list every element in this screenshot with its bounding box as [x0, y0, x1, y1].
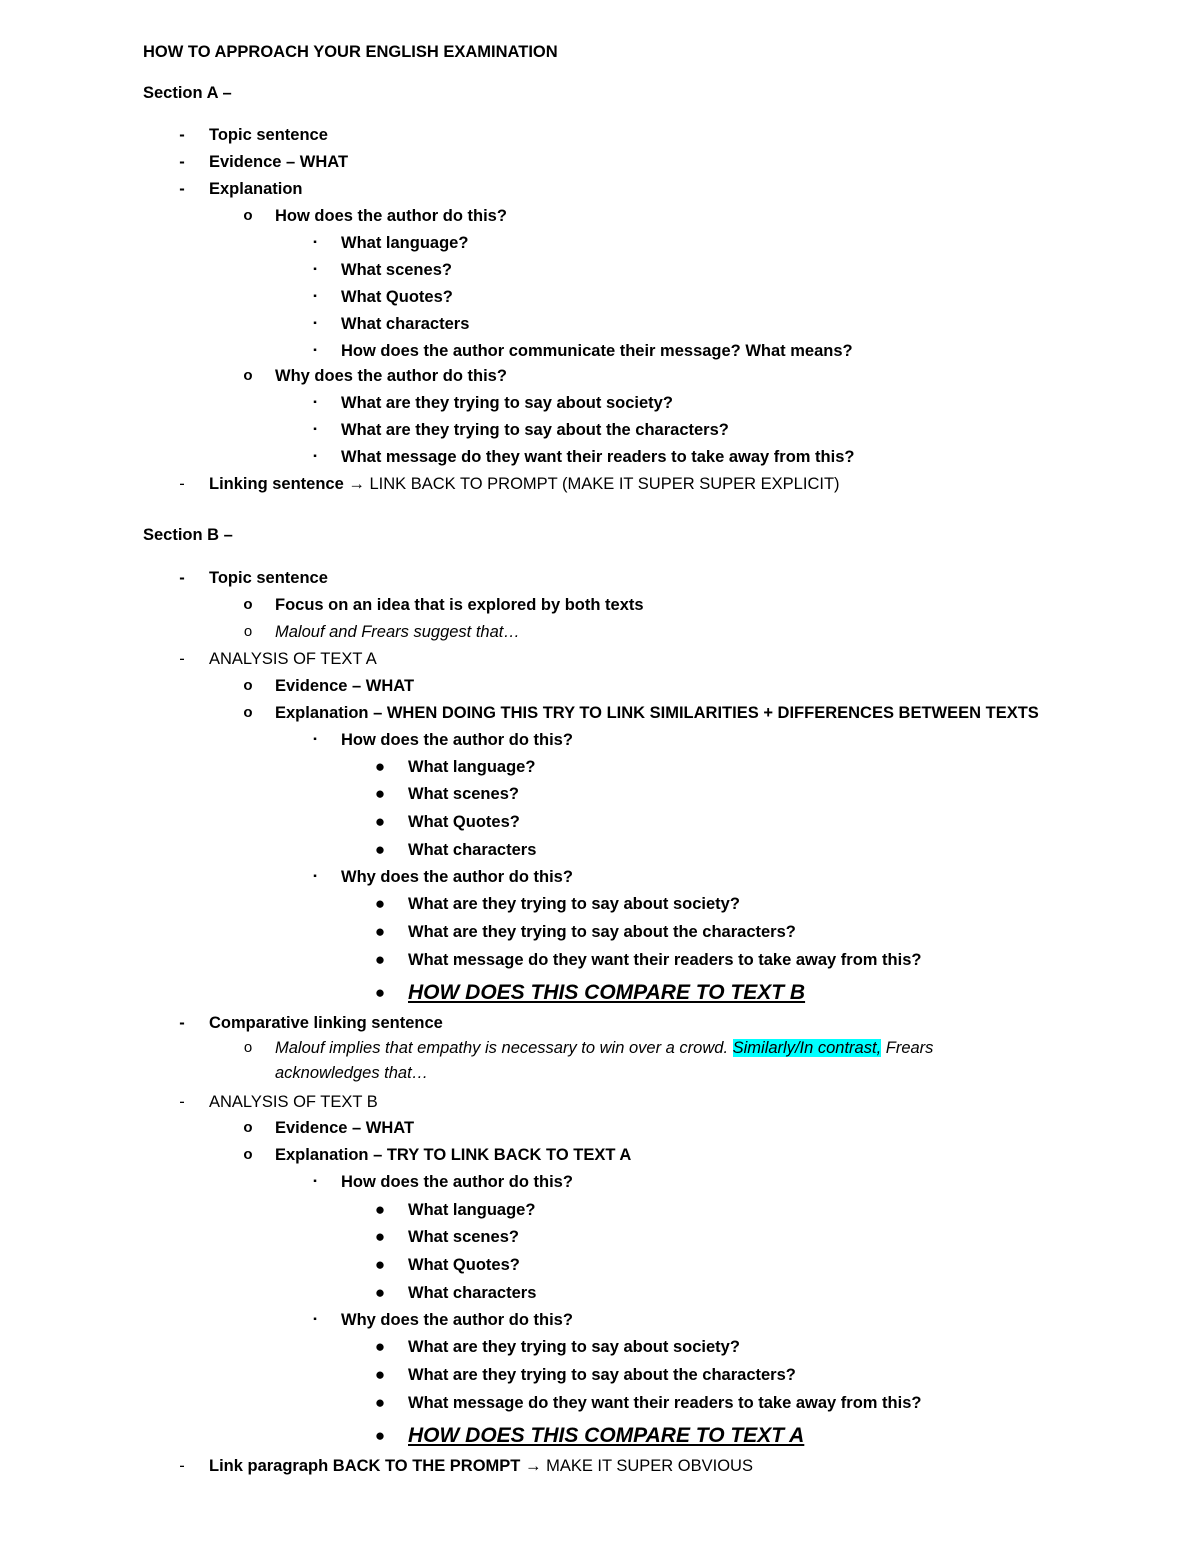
item-text: What language?: [408, 758, 536, 776]
dash-marker: -: [179, 153, 185, 171]
arrow-icon: →: [348, 475, 365, 493]
bullet-icon: ●: [374, 1227, 386, 1246]
frears-text: Frears: [881, 1039, 934, 1057]
item-text: What characters: [408, 841, 537, 859]
item-text: What message do they want their readers to take away from this?: [408, 951, 922, 969]
item-text: What message do they want their readers to take away from this?: [408, 1394, 922, 1412]
item-text: Why does the author do this?: [341, 1311, 573, 1329]
circle-marker: o: [243, 704, 253, 721]
circle-marker: o: [243, 367, 253, 384]
arrow-icon: →: [524, 1457, 542, 1475]
item-text: What are they trying to say about the characters?: [341, 421, 729, 439]
square-bullet-icon: ▪: [313, 318, 317, 329]
bullet-icon: ●: [374, 1255, 386, 1274]
item-text: [275, 1037, 933, 1059]
circle-marker: o: [243, 207, 253, 224]
bullet-icon: ●: [374, 983, 386, 1002]
item-text: ANALYSIS OF TEXT B: [209, 1093, 378, 1111]
bullet-icon: ●: [374, 1200, 386, 1219]
square-bullet-icon: ▪: [313, 1314, 317, 1325]
bullet-icon: ●: [374, 757, 386, 776]
item-text: [209, 1455, 753, 1477]
section-b-heading: Section B –: [143, 526, 233, 544]
item-text: Topic sentence: [209, 569, 328, 587]
item-text: What are they trying to say about society?: [408, 895, 740, 913]
highlighted-transition: Similarly/In contrast,: [732, 1039, 882, 1057]
link-rest: MAKE IT SUPER OBVIOUS: [541, 1457, 753, 1475]
item-text: What characters: [408, 1284, 537, 1302]
item-text: How does the author do this?: [341, 731, 573, 749]
item-text: Evidence – WHAT: [275, 677, 415, 695]
square-bullet-icon: ▪: [313, 237, 317, 248]
item-text: Explanation – WHEN DOING THIS TRY TO LINK SIMILARITIES + DIFFERENCES BETWEEN TEXTS: [275, 704, 1039, 722]
bullet-icon: ●: [374, 812, 386, 831]
bullet-icon: ●: [374, 894, 386, 913]
square-bullet-icon: ▪: [313, 871, 317, 882]
circle-marker: o: [243, 596, 253, 613]
square-bullet-icon: ▪: [313, 291, 317, 302]
item-text: Explanation – TRY TO LINK BACK TO TEXT A: [275, 1146, 632, 1164]
item-text: What language?: [408, 1201, 536, 1219]
item-text: What language?: [341, 234, 469, 252]
dash-marker: -: [179, 650, 185, 668]
square-bullet-icon: ▪: [313, 424, 317, 435]
item-text: [209, 473, 840, 495]
compare-text-a-heading: HOW DOES THIS COMPARE TO TEXT A: [408, 1424, 805, 1447]
square-bullet-icon: ▪: [313, 264, 317, 275]
item-text: Evidence – WHAT: [209, 153, 349, 171]
item-text: Focus on an idea that is explored by both texts: [275, 596, 644, 614]
item-text: What message do they want their readers to take away from this?: [341, 448, 855, 466]
item-text: Malouf and Frears suggest that…: [275, 623, 520, 641]
dash-marker: -: [179, 1014, 185, 1032]
dash-marker: -: [179, 569, 185, 587]
bullet-icon: ●: [374, 1393, 386, 1412]
item-text: What scenes?: [341, 261, 452, 279]
square-bullet-icon: ▪: [313, 345, 317, 356]
bullet-icon: ●: [374, 1365, 386, 1384]
circle-marker: o: [243, 1146, 253, 1163]
bullet-icon: ●: [374, 1337, 386, 1356]
link-paragraph-label: Link paragraph BACK TO THE PROMPT: [209, 1457, 525, 1475]
dash-marker: -: [179, 180, 185, 198]
bullet-icon: ●: [374, 922, 386, 941]
item-text: Why does the author do this?: [275, 367, 507, 385]
item-text: ANALYSIS OF TEXT A: [209, 650, 377, 668]
item-text: What Quotes?: [408, 813, 520, 831]
item-text: How does the author communicate their message? What means?: [341, 342, 853, 360]
item-text: What scenes?: [408, 785, 519, 803]
linking-rest: LINK BACK TO PROMPT (MAKE IT SUPER SUPER EXPLICIT): [364, 475, 840, 493]
item-text: What Quotes?: [408, 1256, 520, 1274]
bullet-icon: ●: [374, 1426, 386, 1445]
malouf-implies-text: Malouf implies that empathy is necessary to win over a crowd.: [275, 1039, 733, 1057]
compare-text-b-heading: HOW DOES THIS COMPARE TO TEXT B: [408, 981, 806, 1004]
circle-marker: o: [243, 623, 253, 640]
item-text: Explanation: [209, 180, 303, 198]
circle-marker: o: [243, 1039, 253, 1056]
circle-marker: o: [243, 677, 253, 694]
bullet-icon: ●: [374, 784, 386, 803]
dash-marker: -: [179, 126, 185, 144]
continuation-text: acknowledges that…: [275, 1064, 429, 1082]
item-text: What are they trying to say about society?: [408, 1338, 740, 1356]
square-bullet-icon: ▪: [313, 397, 317, 408]
square-bullet-icon: ▪: [313, 451, 317, 462]
dash-marker: -: [179, 1093, 185, 1111]
bullet-icon: ●: [374, 1283, 386, 1302]
section-a-heading: Section A –: [143, 84, 232, 102]
square-bullet-icon: ▪: [313, 734, 317, 745]
item-text: What are they trying to say about the characters?: [408, 1366, 796, 1384]
item-text: Comparative linking sentence: [209, 1014, 443, 1032]
dash-marker: -: [179, 475, 185, 493]
item-text: Evidence – WHAT: [275, 1119, 415, 1137]
bullet-icon: ●: [374, 950, 386, 969]
square-bullet-icon: ▪: [313, 1176, 317, 1187]
item-text: How does the author do this?: [341, 1173, 573, 1191]
item-text: What are they trying to say about the characters?: [408, 923, 796, 941]
item-text: What characters: [341, 315, 470, 333]
item-text: Topic sentence: [209, 126, 328, 144]
item-text: What are they trying to say about society?: [341, 394, 673, 412]
linking-label: Linking sentence: [209, 475, 349, 493]
item-text: What scenes?: [408, 1228, 519, 1246]
item-text: Why does the author do this?: [341, 868, 573, 886]
dash-marker: -: [179, 1457, 185, 1475]
document-title: HOW TO APPROACH YOUR ENGLISH EXAMINATION: [143, 43, 558, 61]
item-text: How does the author do this?: [275, 207, 507, 225]
bullet-icon: ●: [374, 840, 386, 859]
item-text: What Quotes?: [341, 288, 453, 306]
circle-marker: o: [243, 1119, 253, 1136]
